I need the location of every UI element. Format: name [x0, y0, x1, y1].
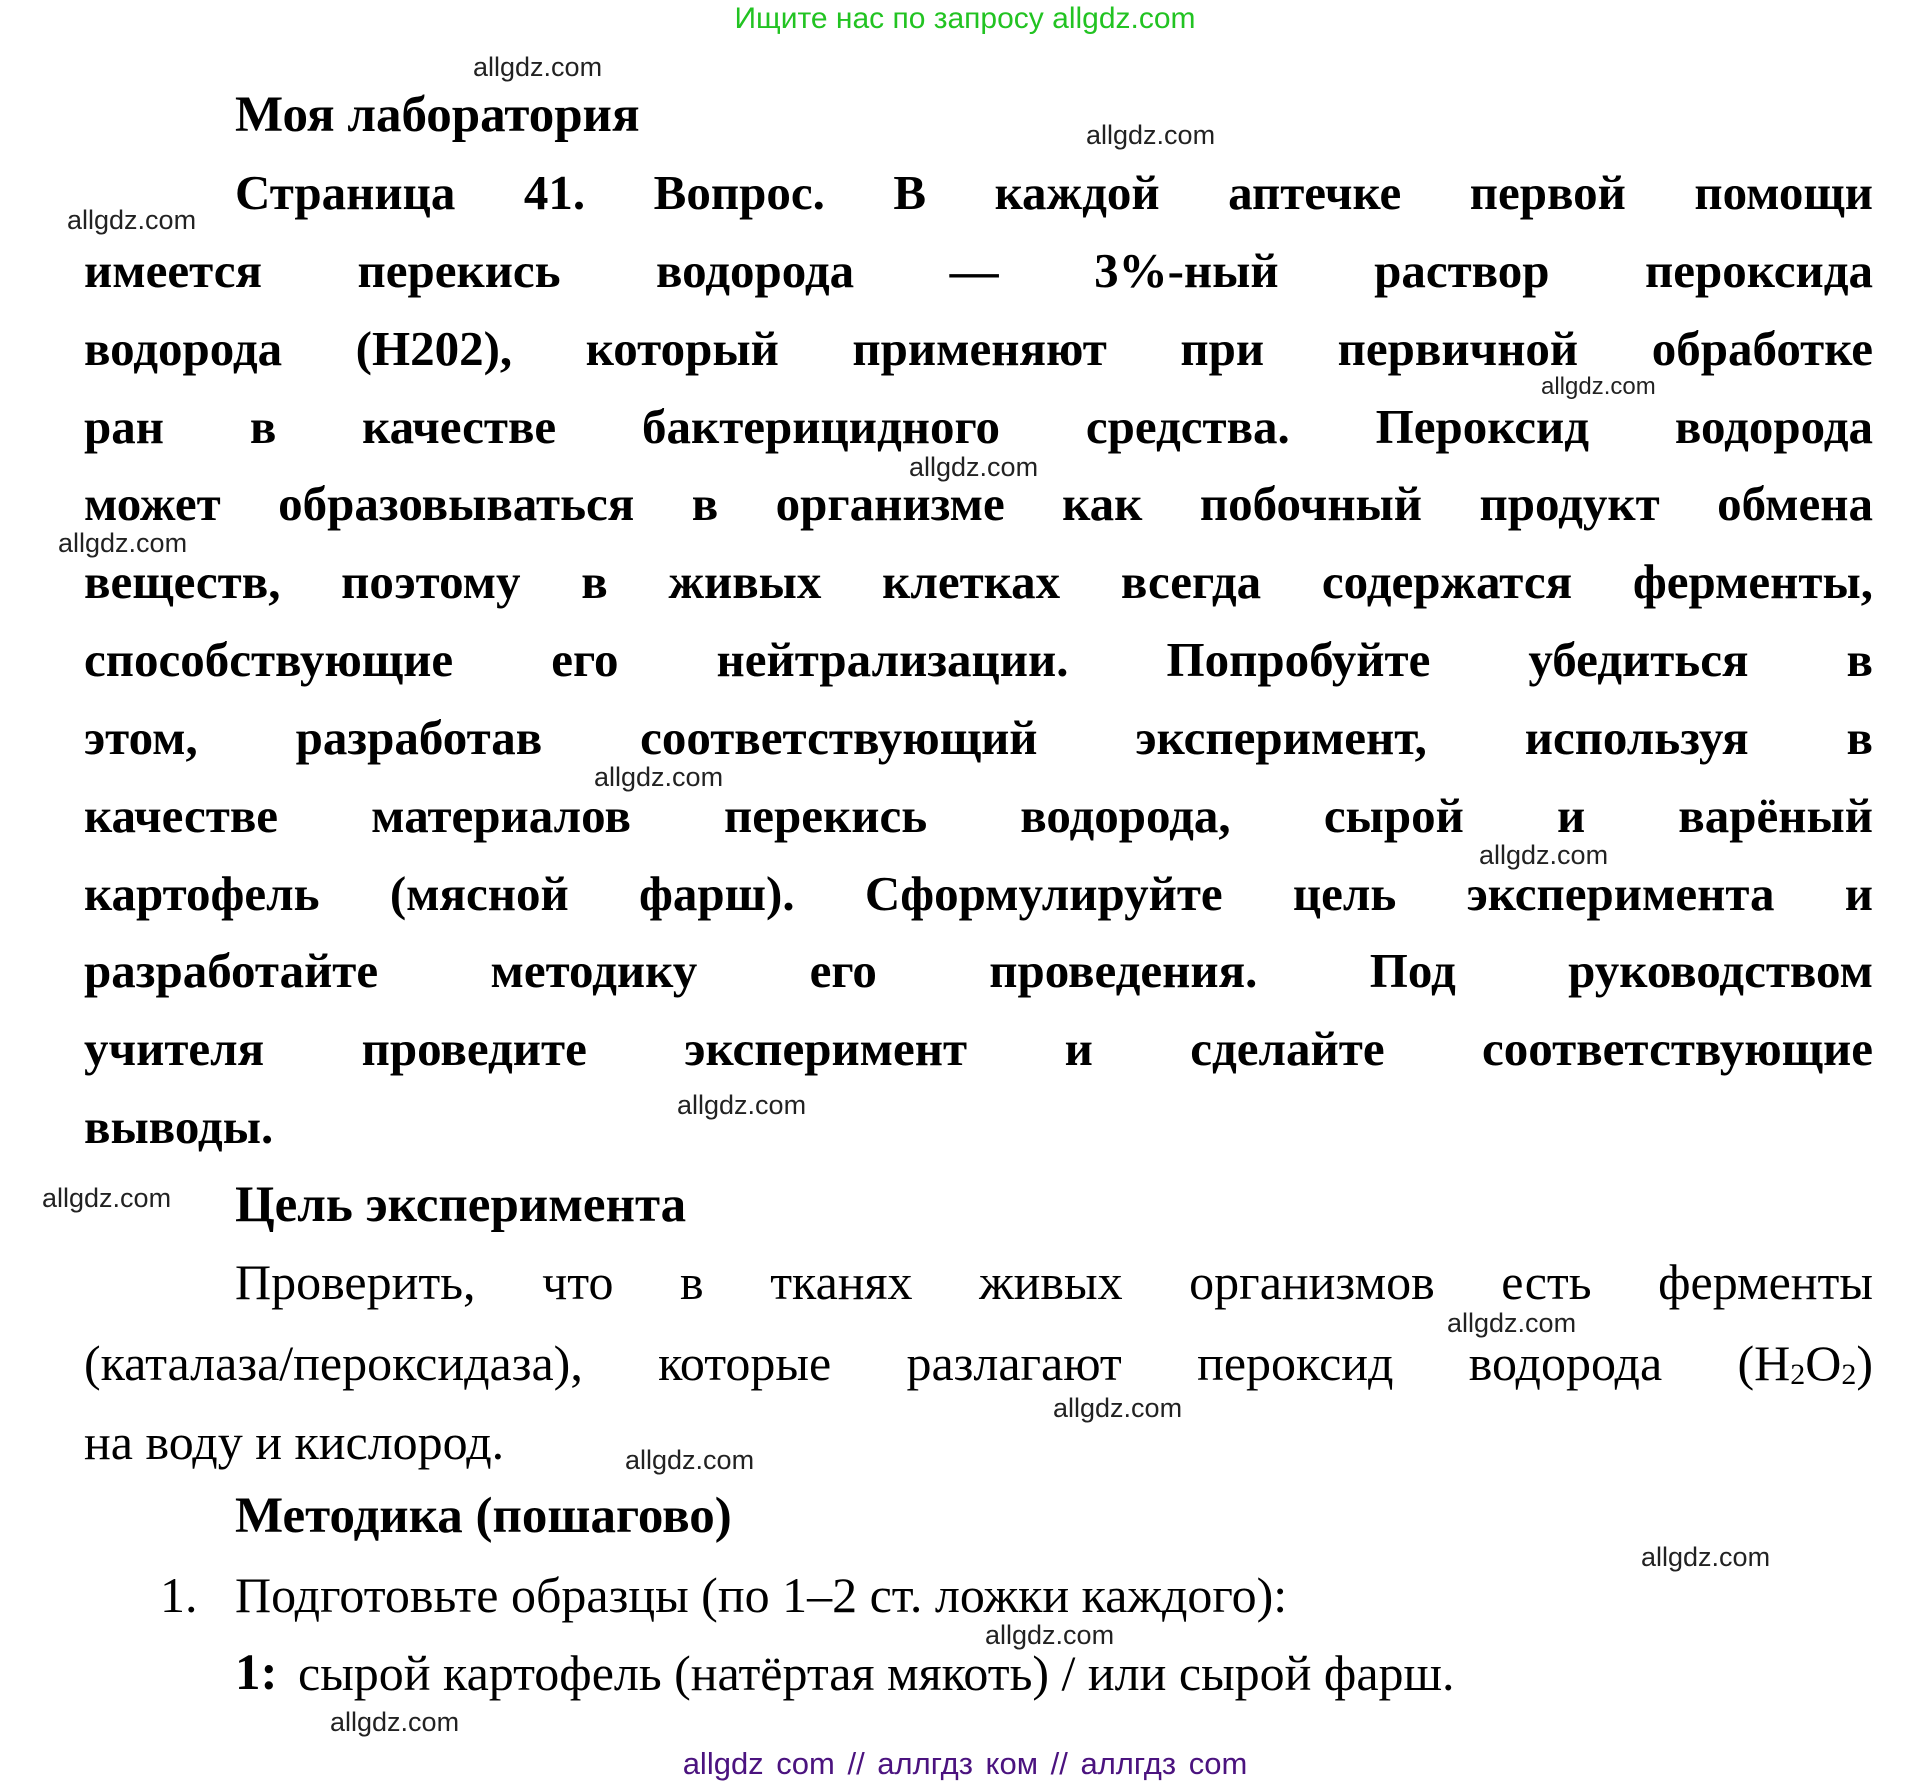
watermark: allgdz.com [42, 1183, 172, 1213]
method-heading: Методика (пошагово) [235, 1488, 732, 1544]
page-title: Моя лаборатория [235, 87, 640, 143]
question-line: водорода (H202), который применяют при первичной обработке [84, 321, 1873, 376]
watermark: allgdz.com [1541, 373, 1656, 400]
watermark: allgdz.com [1086, 120, 1216, 150]
sample-label: 1: [235, 1645, 278, 1701]
search-banner: Ищите нас по запросу allgdz.com [734, 2, 1196, 35]
goal-line: Проверить, что в тканях живых организмов есть ферменты [235, 1254, 1873, 1310]
step-text: Подготовьте образцы (по 1–2 ст. ложки каждого): [235, 1567, 1288, 1623]
step-number: 1. [160, 1567, 198, 1623]
watermark: allgdz.com [677, 1090, 807, 1120]
watermark: allgdz.com [625, 1445, 755, 1475]
question-line: ран в качестве бактерицидного средства. Пероксид водорода [84, 399, 1873, 454]
watermark: allgdz.com [985, 1620, 1115, 1650]
watermark: allgdz.com [473, 52, 603, 82]
goal-line: (каталаза/пероксидаза), которые разлагают пероксид водорода $(H_2O_2)$ [84, 1335, 1873, 1391]
question-line: выводы. [84, 1099, 274, 1154]
question-line: может образовываться в организме как побочный продукт обмена [84, 476, 1873, 531]
watermark: allgdz.com [58, 528, 188, 558]
watermark: allgdz.com [1479, 840, 1609, 870]
watermark: allgdz.com [1053, 1393, 1183, 1423]
watermark: allgdz.com [594, 762, 724, 792]
question-line: качестве материалов перекись водорода, сырой и варёный [84, 788, 1873, 843]
question-line: учителя проведите эксперимент и сделайте соответствующие [84, 1021, 1873, 1076]
question-line: разработайте методику его проведения. Под руководством [84, 943, 1873, 998]
question-line: имеется перекись водорода — 3%-ный раствор пероксида [84, 243, 1873, 298]
watermark: allgdz.com [67, 205, 197, 235]
watermark: allgdz.com [909, 452, 1039, 482]
sample-text: сырой картофель (натёртая мякоть) / или сырой фарш. [298, 1645, 1455, 1701]
watermark: allgdz.com [330, 1707, 460, 1737]
footer-watermark: allgdz com // аллгдз ком // аллгдз com [682, 1746, 1248, 1781]
goal-line: на воду и кислород. [84, 1414, 505, 1470]
question-line: способствующие его нейтрализации. Попробуйте убедиться в [84, 632, 1873, 687]
question-line: Страница 41. Вопрос. В каждой аптечке первой помощи [235, 165, 1873, 220]
watermark: allgdz.com [1447, 1308, 1577, 1338]
goal-heading: Цель эксперимента [235, 1177, 687, 1233]
question-line: картофель (мясной фарш). Сформулируйте цель эксперимента и [84, 866, 1873, 921]
watermark: allgdz.com [1641, 1542, 1771, 1572]
question-line: веществ, поэтому в живых клетках всегда содержатся ферменты, [84, 554, 1873, 609]
question-line: этом, разработав соответствующий эксперимент, используя в [84, 710, 1873, 765]
